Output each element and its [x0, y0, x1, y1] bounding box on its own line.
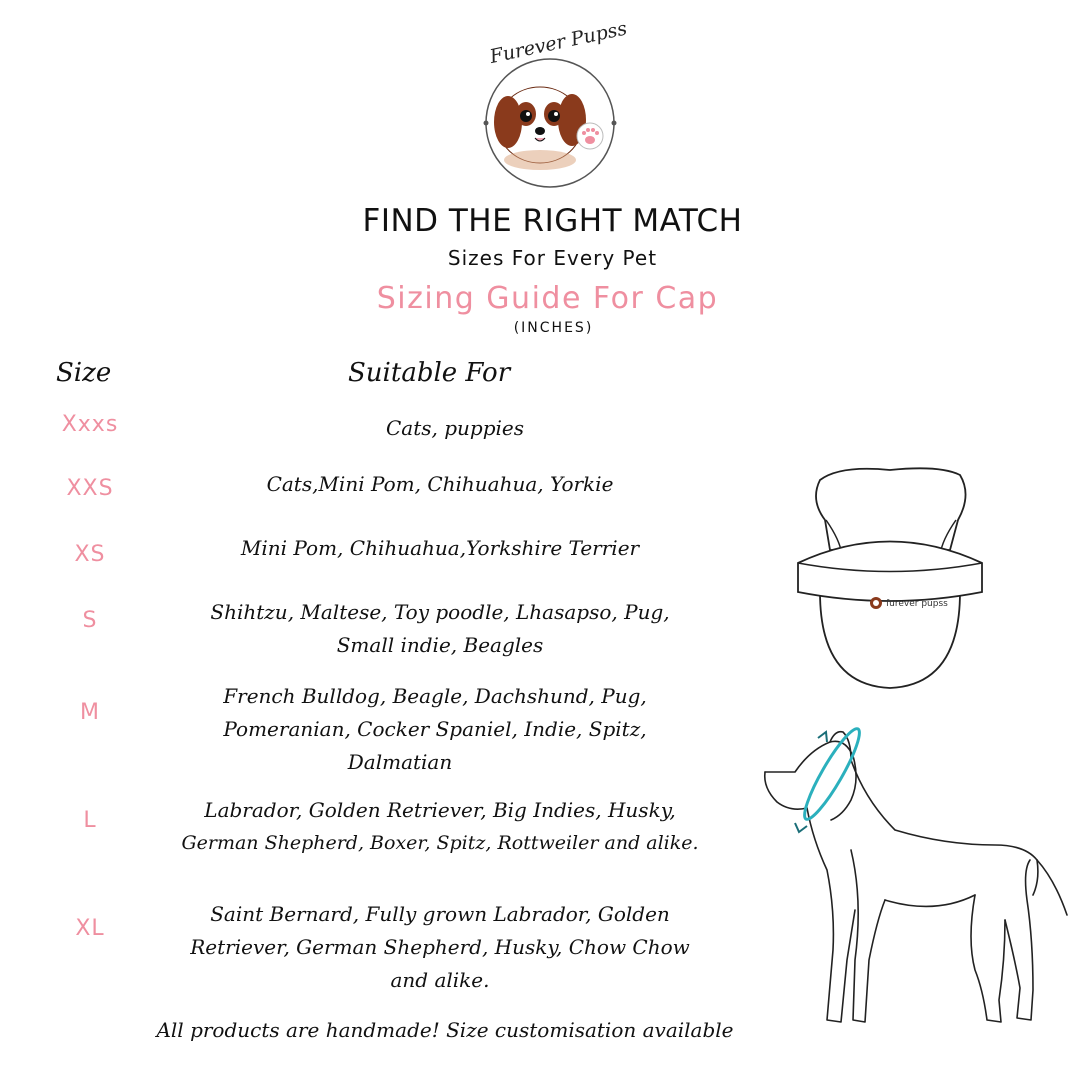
- suitable-for-text: [140, 898, 740, 997]
- suitable-line: Cats, puppies: [385, 416, 525, 440]
- page-subtitle: Sizes For Every Pet: [447, 246, 658, 270]
- size-label: XL: [75, 916, 105, 941]
- size-label: L: [83, 808, 97, 833]
- suitable-for-text: [140, 596, 740, 662]
- size-label: Xxxs: [61, 412, 119, 437]
- size-label: S: [82, 608, 98, 633]
- brand-logo: [478, 10, 628, 195]
- unit-label: (INCHES): [513, 320, 594, 336]
- suitable-line: and alike.: [390, 968, 490, 992]
- suitable-line: Labrador, Golden Retriever, Big Indies, Husky,: [204, 798, 676, 822]
- size-label: XXS: [66, 476, 114, 501]
- suitable-line: German Shepherd, Boxer, Spitz, Rottweiler and alike.: [181, 832, 699, 854]
- dog-measurement-illustration: [755, 720, 1075, 1035]
- suitable-line: Shihtzu, Maltese, Toy poodle, Lhasapso, Pug,: [210, 600, 670, 624]
- page-title: FIND THE RIGHT MATCH: [362, 203, 743, 239]
- suitable-line: Dalmatian: [347, 750, 453, 774]
- size-label: XS: [74, 542, 106, 567]
- suitable-line: Small indie, Beagles: [336, 633, 544, 657]
- size-column-header: Size: [56, 358, 112, 388]
- suitable-for-text: [110, 794, 770, 860]
- suitable-for-text: [140, 532, 740, 565]
- size-label: M: [80, 700, 100, 725]
- suitable-line: Saint Bernard, Fully grown Labrador, Golden: [210, 902, 670, 926]
- cap-illustration: [790, 460, 990, 700]
- suitable-line: Mini Pom, Chihuahua,Yorkshire Terrier: [240, 536, 640, 560]
- cap-brand-print: furever pupss: [886, 599, 948, 609]
- suitable-column-header: Suitable For: [348, 358, 511, 388]
- footer-note: All products are handmade! Size customisation available: [156, 1018, 734, 1042]
- suitable-line: French Bulldog, Beagle, Dachshund, Pug,: [223, 684, 647, 708]
- sizing-guide-title: Sizing Guide For Cap: [376, 281, 719, 316]
- suitable-line: Pomeranian, Cocker Spaniel, Indie, Spitz,: [223, 717, 647, 741]
- logo-brand-name: Furever Pupss: [487, 17, 628, 68]
- suitable-line: Retriever, German Shepherd, Husky, Chow Chow: [190, 935, 690, 959]
- suitable-line: Cats,Mini Pom, Chihuahua, Yorkie: [266, 472, 614, 496]
- suitable-for-text: [155, 412, 755, 445]
- suitable-for-text: [135, 680, 735, 779]
- suitable-for-text: [140, 468, 740, 501]
